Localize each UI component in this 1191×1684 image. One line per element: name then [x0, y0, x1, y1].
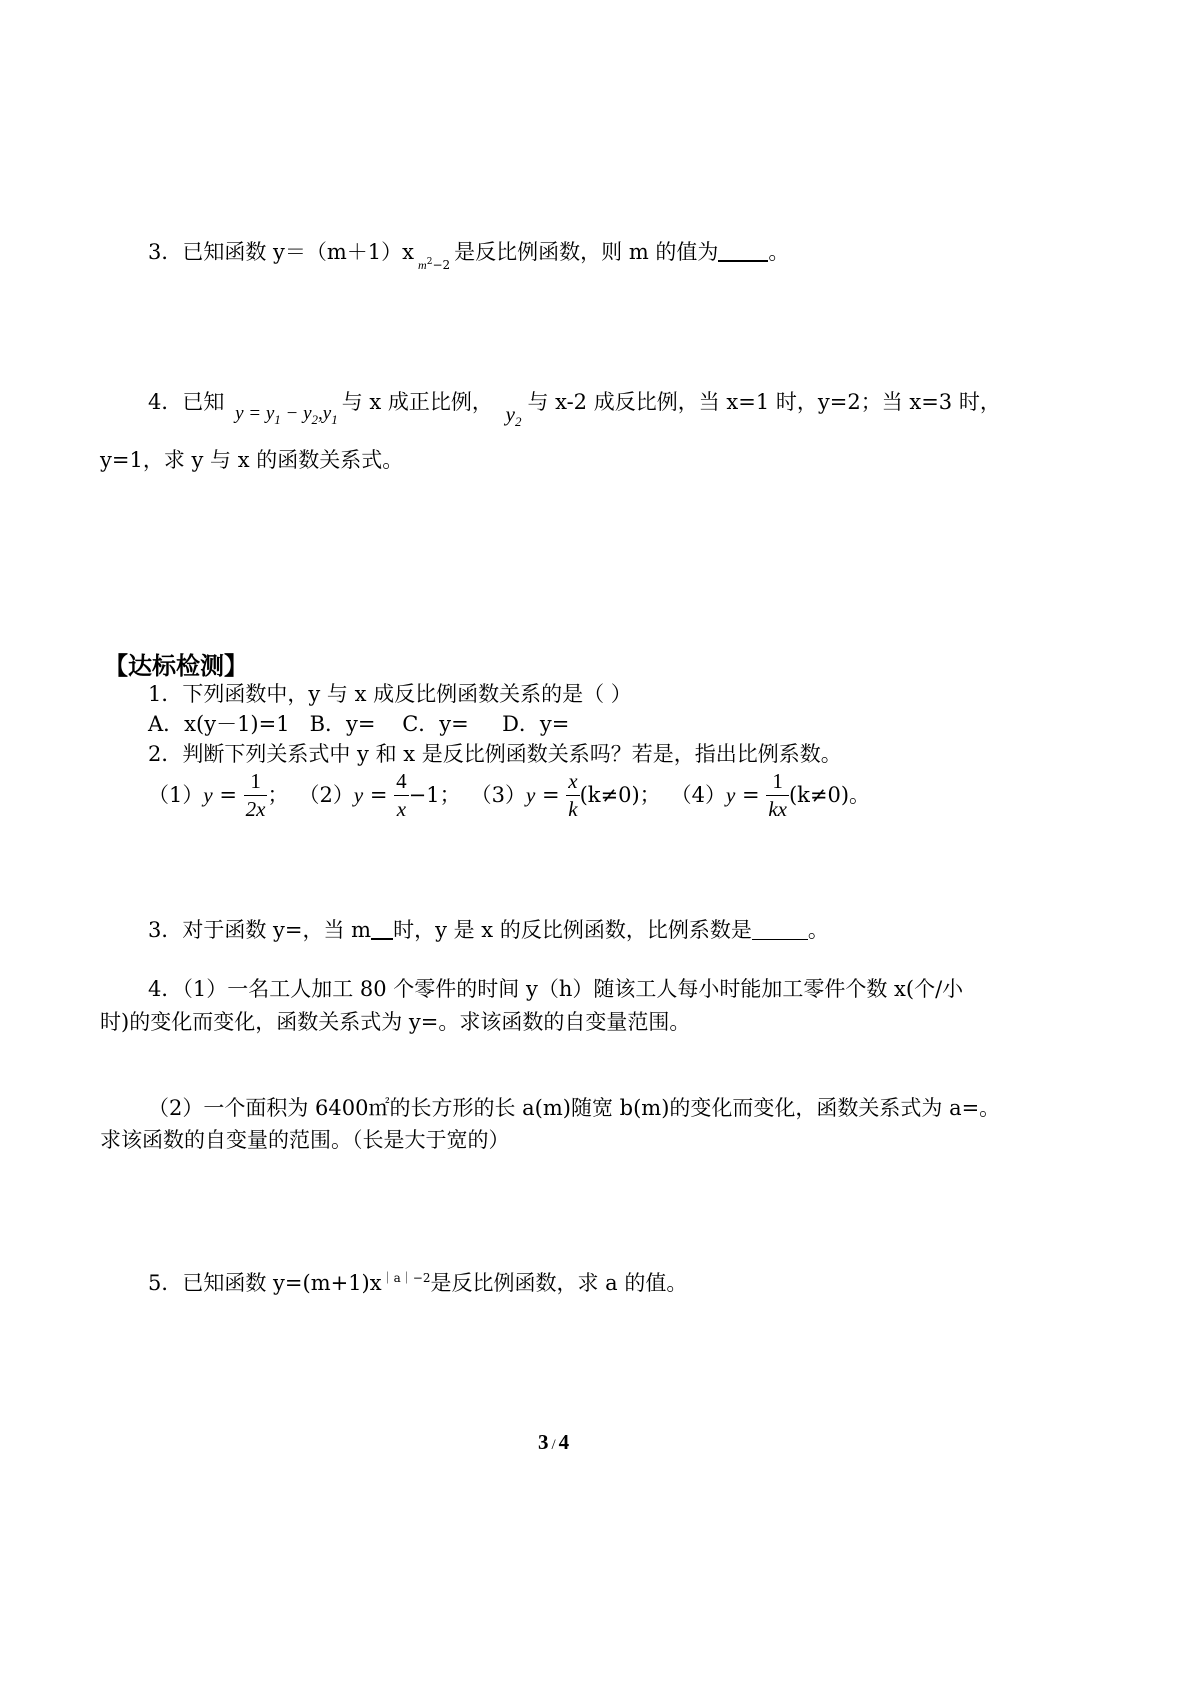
- item-2-fraction: $\frac{4}{x}$: [394, 768, 409, 824]
- question-4-sub-2-line-2: 求该函数的自变量的范围。（长是大于宽的）: [100, 1128, 510, 1152]
- problem-3-prefix: 3．已知函数 y＝（m＋1）x: [148, 240, 415, 264]
- blank-m[interactable]: [371, 938, 393, 940]
- question-1-options: A．x(y－1)=1 B．y= C．y= D．y=: [148, 712, 570, 736]
- item-1-label: （1）: [148, 783, 204, 808]
- question-3: 3．对于函数 y=，当 m 时，y 是 x 的反比例函数，比例系数是 。: [148, 918, 829, 942]
- question-4-line-1: 4．（1）一名工人加工 80 个零件的时间 y（h）随该工人每小时能加工零件个数 x(个/小: [148, 977, 964, 1001]
- answer-blank[interactable]: [718, 260, 768, 262]
- question-1-text: 1．下列函数中，y 与 x 成反比例函数关系的是（ ）: [148, 682, 632, 706]
- question-5-exponent: ｜a｜−2: [381, 1271, 431, 1285]
- blank-coefficient[interactable]: [752, 939, 808, 940]
- item-3-fraction: $\frac{x}{k}$: [566, 768, 579, 824]
- question-5: 5．已知函数 $y=(m+1)x^{|a|-2}$是反比例函数，求 a 的值。: [148, 1271, 688, 1295]
- problem-4-line-1: [148, 392, 1001, 428]
- question-2-text: 2．判断下列关系式中 y 和 x 是反比例函数关系吗？若是，指出比例系数。: [148, 742, 842, 766]
- question-4-sub-2-line-1: （2）一个面积为 6400㎡的长方形的长 a(m)随宽 b(m)的变化而变化，函数关系式为 a=。: [148, 1096, 1001, 1120]
- page-number: 3 / 4: [538, 1430, 570, 1454]
- section-title: 【达标检测】: [104, 652, 248, 680]
- item-4-fraction: $\frac{1}{kx}$: [766, 768, 789, 824]
- item-2-label: （2）: [298, 783, 354, 808]
- question-2-items: （1） y = $\frac{1}{2x}$ ； （2） y = $\frac{4}{x}$ −1； （3） y = $\frac{x}{k}$ (k≠0)； （4） y = $\frac{1}{kx}$ (k≠0)。: [148, 768, 870, 824]
- item-1-fraction: $\frac{1}{2x}$: [244, 768, 268, 824]
- item-4-label: （4）: [670, 783, 727, 808]
- problem-3-line: 3．已知函数 $y=(m+1)xm^2-2$是反比例函数，则 m 的值为 。: [148, 240, 790, 272]
- problem-3-exponent: $m^2-2$: [418, 257, 451, 272]
- problem-4-mid-2: 与 x-2 成反比例，当 x=1 时，y=2；当 x=3 时，: [527, 390, 1001, 414]
- item-3-label: （3）: [470, 783, 526, 808]
- problem-4-prefix: 4．已知: [148, 390, 225, 414]
- problem-4-line-2: y=1，求 y 与 x 的函数关系式。: [100, 448, 404, 472]
- question-4-line-2: 时)的变化而变化，函数关系式为 y=。求该函数的自变量范围。: [100, 1010, 691, 1034]
- problem-4-formula: $y = y_1 - y_2,y_1$: [235, 403, 338, 427]
- problem-4-y2: $y_2$: [505, 402, 522, 429]
- problem-3-suffix: 是反比例函数，则 m 的值为: [454, 240, 719, 264]
- problem-4-mid-1: 与 x 成正比例，: [341, 390, 493, 414]
